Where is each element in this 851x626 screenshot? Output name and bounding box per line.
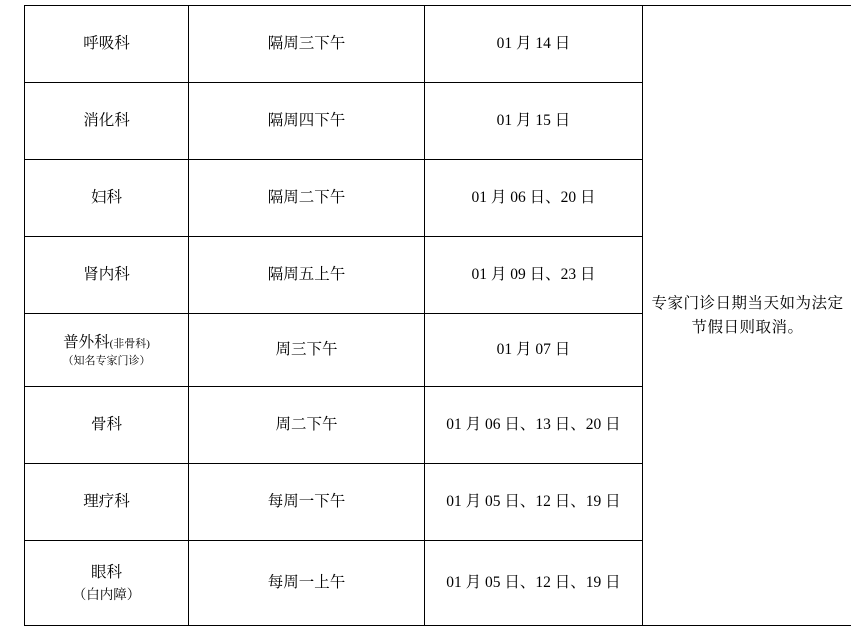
cell-time: 每周一下午 [189, 464, 425, 541]
cell-department: 眼科 （白内障） [25, 541, 189, 626]
cell-department: 消化科 [25, 83, 189, 160]
cell-dates: 01 月 06 日、20 日 [425, 160, 643, 237]
table-row [25, 6, 851, 83]
cell-time: 隔周三下午 [189, 6, 425, 83]
cell-dates: 01 月 05 日、12 日、19 日 [425, 464, 643, 541]
department-subtitle: （白内障） [29, 585, 184, 605]
clinic-schedule-table [24, 5, 851, 626]
cell-time: 每周一上午 [189, 541, 425, 626]
cell-dates: 01 月 09 日、23 日 [425, 237, 643, 314]
cell-time: 周三下午 [189, 314, 425, 387]
department-qualifier: (非骨科) [110, 338, 150, 350]
cell-dates: 01 月 05 日、12 日、19 日 [425, 541, 643, 626]
cell-time: 周二下午 [189, 387, 425, 464]
cell-note: 专家门诊日期当天如为法定节假日则取消。 [643, 6, 851, 626]
cell-dates: 01 月 15 日 [425, 83, 643, 160]
department-name: 普外科 [63, 334, 110, 351]
cell-department [25, 314, 189, 387]
cell-department: 骨科 [25, 387, 189, 464]
cell-department: 呼吸科 [25, 6, 189, 83]
cell-department: 理疗科 [25, 464, 189, 541]
cell-time: 隔周四下午 [189, 83, 425, 160]
cell-dates: 01 月 07 日 [425, 314, 643, 387]
cell-time: 隔周五上午 [189, 237, 425, 314]
department-subtitle: （知名专家门诊） [29, 354, 184, 369]
cell-department: 肾内科 [25, 237, 189, 314]
cell-dates: 01 月 06 日、13 日、20 日 [425, 387, 643, 464]
cell-department: 妇科 [25, 160, 189, 237]
cell-dates: 01 月 14 日 [425, 6, 643, 83]
cell-time: 隔周二下午 [189, 160, 425, 237]
